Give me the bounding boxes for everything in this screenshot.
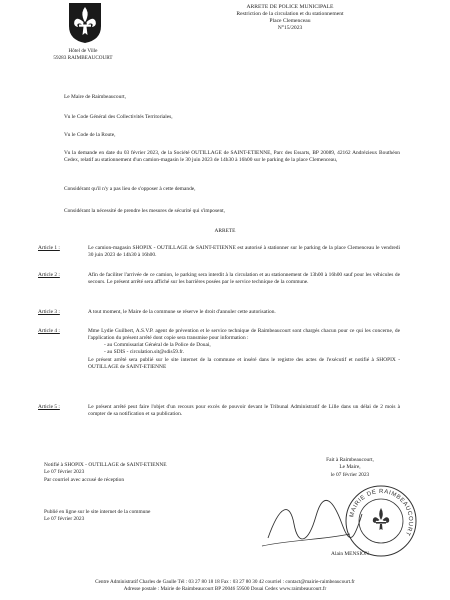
article-5-label: Article 5 :: [38, 404, 60, 410]
town-hall-name: Hôtel de Ville: [68, 48, 98, 54]
notification-block: [44, 462, 214, 484]
fleur-de-lis-crest-icon: [68, 2, 102, 44]
article-2-label: Article 2 :: [38, 272, 60, 278]
considerant-1: Considérant qu'il n'y a pas lieu de s'opposer à cette demande,: [64, 186, 196, 192]
list-item: - au SDIS - circulation.sit@sdis59.fr.: [104, 349, 400, 356]
publication-line: Publié en ligne sur le site internet de la commune: [44, 509, 151, 515]
list-item: - au Commissariat Général de la Police de Douai,: [104, 342, 400, 349]
footer-postal: Adresse postale : Mairie de Raimbeaucourt BP 20046 59500 Douai Cedex www.raimbeaucourt.fr: [123, 585, 327, 592]
signature-role: Le Maire,: [339, 464, 361, 471]
document-subtitle: Restriction de la circulation et du stationnement: [236, 10, 344, 17]
article-3-label: Article 3 :: [38, 309, 60, 315]
document-title: ARRETE DE POLICE MUNICIPALE: [246, 4, 334, 10]
article-4-label: Article 4 :: [38, 328, 60, 334]
notification-recipient: Notifié à SHOPIX - OUTILLAGE de SAINT-ETIENNE: [44, 462, 167, 468]
article-4-text: Mme Lydie Guilbert, A.S.V.P. agent de prévention et le service technique de Raimbeaucourt sont chargés chacun pour ce qui les concerne, de l'application du présent arrêté dont copie sera transmise pour information :: [88, 328, 400, 342]
notification-date: Le 07 février 2023: [44, 469, 85, 476]
town-postal-address: 59283 RAIMBEAUCOURT: [53, 54, 113, 61]
publication-block: [44, 509, 214, 524]
signature-place-date: [290, 457, 410, 479]
vu-demande: Vu la demande en date du 03 février 2023, de la Société OUTILLAGE de SAINT-ETIENNE, Parc des Essarts, BP 20089, 42162 Andrézieux Bouthéon Cedex, relatif au stationnement d'un camion-magasin le 30 juin 2023 de 14h30 à 16h00 sur le parking de la place Clemenceau,: [64, 150, 400, 164]
article-1-label: Article 1 :: [38, 245, 60, 251]
article-2-text: Afin de faciliter l'arrivée de ce camion, le parking sera interdit à la circulation et au stationnement de 13h00 à 16h00 sauf pour les véhicules de secours. Le présent arrêté sera affiché sur les barrières posées par le service technique de la commune.: [88, 272, 400, 286]
article-1-text: Le camion-magasin SHOPIX - OUTILLAGE de SAINT-ETIENNE est autorisé à stationner sur le parking de la place Clemenceau le vendredi 30 juin 2023 de 14h30 à 16h00.: [88, 245, 400, 259]
document-place: Place Clemenceau: [269, 17, 311, 24]
vu-cgct: Vu le Code Général des Collectivités Territoriales,: [64, 114, 173, 120]
mayor-line: Le Maire de Raimbeaucourt,: [64, 94, 126, 100]
article-4-recipients: [88, 342, 400, 356]
footer-contact: Centre Administratif Charles de Gaulle Tél : 03 27 80 18 18 Fax : 03 27 80 30 42 courriel : contact@mairie-raimbeaucourt.fr: [95, 579, 355, 585]
article-5-text: Le présent arrêté peut faire l'objet d'un recours pour excès de pouvoir devant le Tribunal Administratif de Lille dans un délai de 2 mois à compter de sa notification et sa publication.: [88, 404, 400, 418]
arrete-heading: ARRETE: [214, 228, 236, 234]
notification-method: Par courriel avec accusé de réception: [44, 476, 125, 483]
article-3-text: A tout moment, le Maire de la commune se réserve le droit d'annuler cette autorisation.: [88, 309, 276, 315]
mayor-name: Alain MENSION: [331, 551, 369, 557]
document-number: N°15/2023: [277, 24, 303, 31]
mairie-seal-stamp: [344, 484, 418, 558]
signature-place: Fait à Raimbeaucourt,: [326, 457, 374, 463]
vu-code-route: Vu le Code de la Route,: [64, 132, 116, 138]
page-footer: [0, 579, 450, 593]
publication-date: Le 07 février 2023: [44, 516, 85, 523]
signature-date: le 07 février 2023: [330, 471, 370, 478]
article-4-block: [88, 328, 400, 371]
document-header: [190, 4, 390, 32]
svg-text:MAIRIE DE RAIMBEAUCOURT: MAIRIE DE RAIMBEAUCOURT: [349, 488, 414, 537]
town-hall-address: [40, 48, 126, 61]
article-4-publication: Le présent arrêté sera publié sur le site internet de la commune et inséré dans le registre des actes de l'exécutif et notifié à SHOPIX - OUTILLAGE de SAINT-ETIENNE: [88, 356, 400, 370]
considerant-2: Considérant la nécessité de prendre les mesures de sécurité qui s'imposent,: [64, 208, 225, 214]
